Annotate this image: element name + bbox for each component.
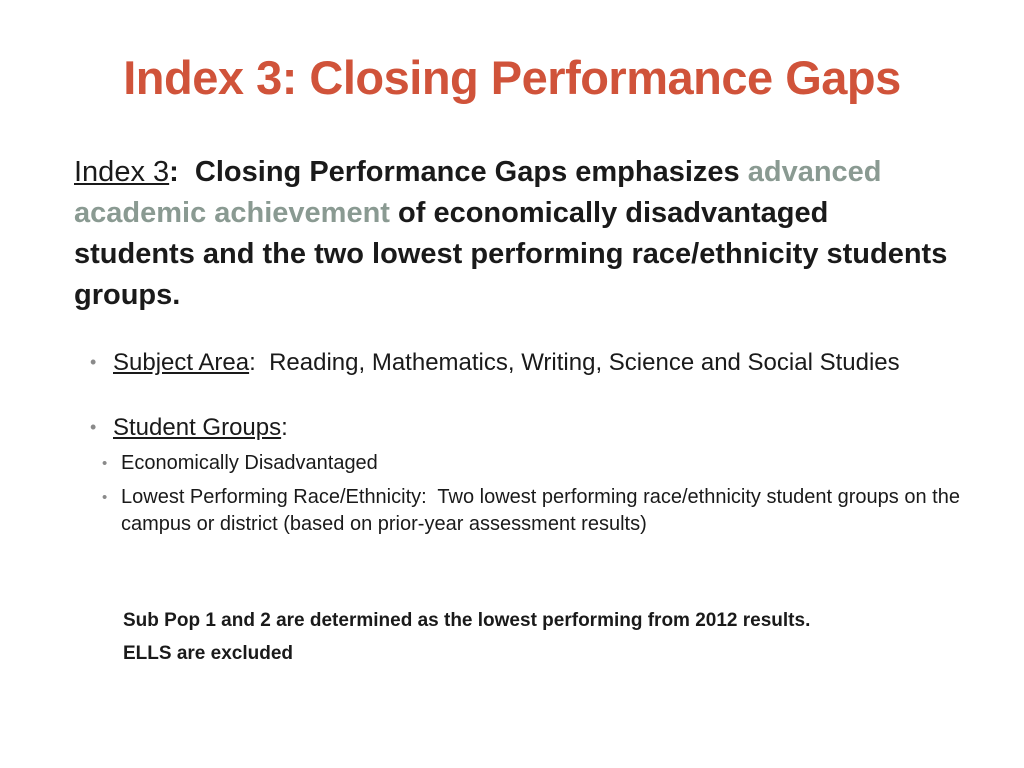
bullet-list: [90, 346, 970, 545]
slide-title: Index 3: Closing Performance Gaps: [123, 51, 901, 104]
sub-bullet-list: [90, 450, 970, 538]
bullet-label: Student Groups: [113, 414, 282, 441]
intro-accent: advanced academic achievement: [74, 156, 882, 229]
sub-bullet-item: • Economically Disadvantaged: [90, 450, 970, 477]
note-sub-pop: Sub Pop 1 and 2 are determined as the lowest performing from 2012 results.: [123, 610, 811, 631]
intro-paragraph: [74, 152, 954, 316]
intro-text-after: of economically disadvantaged students and the two lowest performing race/ethnicity students groups.: [74, 197, 948, 311]
bullet-subject-area: [90, 346, 970, 379]
bullet-label: Subject Area: [113, 349, 250, 376]
sub-bullet-item: • Lowest Performing Race/Ethnicity: Two lowest performing race/ethnicity student groups on the campus or district (based on prior-year assessment results): [90, 484, 970, 538]
bullet-text: :: [281, 414, 288, 441]
bullet-text: : Reading, Mathematics, Writing, Science and Social Studies: [249, 349, 900, 376]
intro-colon: :: [169, 156, 179, 188]
intro-text-before: Closing Performance Gaps emphasizes: [178, 156, 748, 188]
note-ells-excluded: ELLS are excluded: [123, 643, 294, 664]
intro-label: Index 3: [74, 156, 170, 188]
bullet-student-groups: [90, 411, 970, 538]
